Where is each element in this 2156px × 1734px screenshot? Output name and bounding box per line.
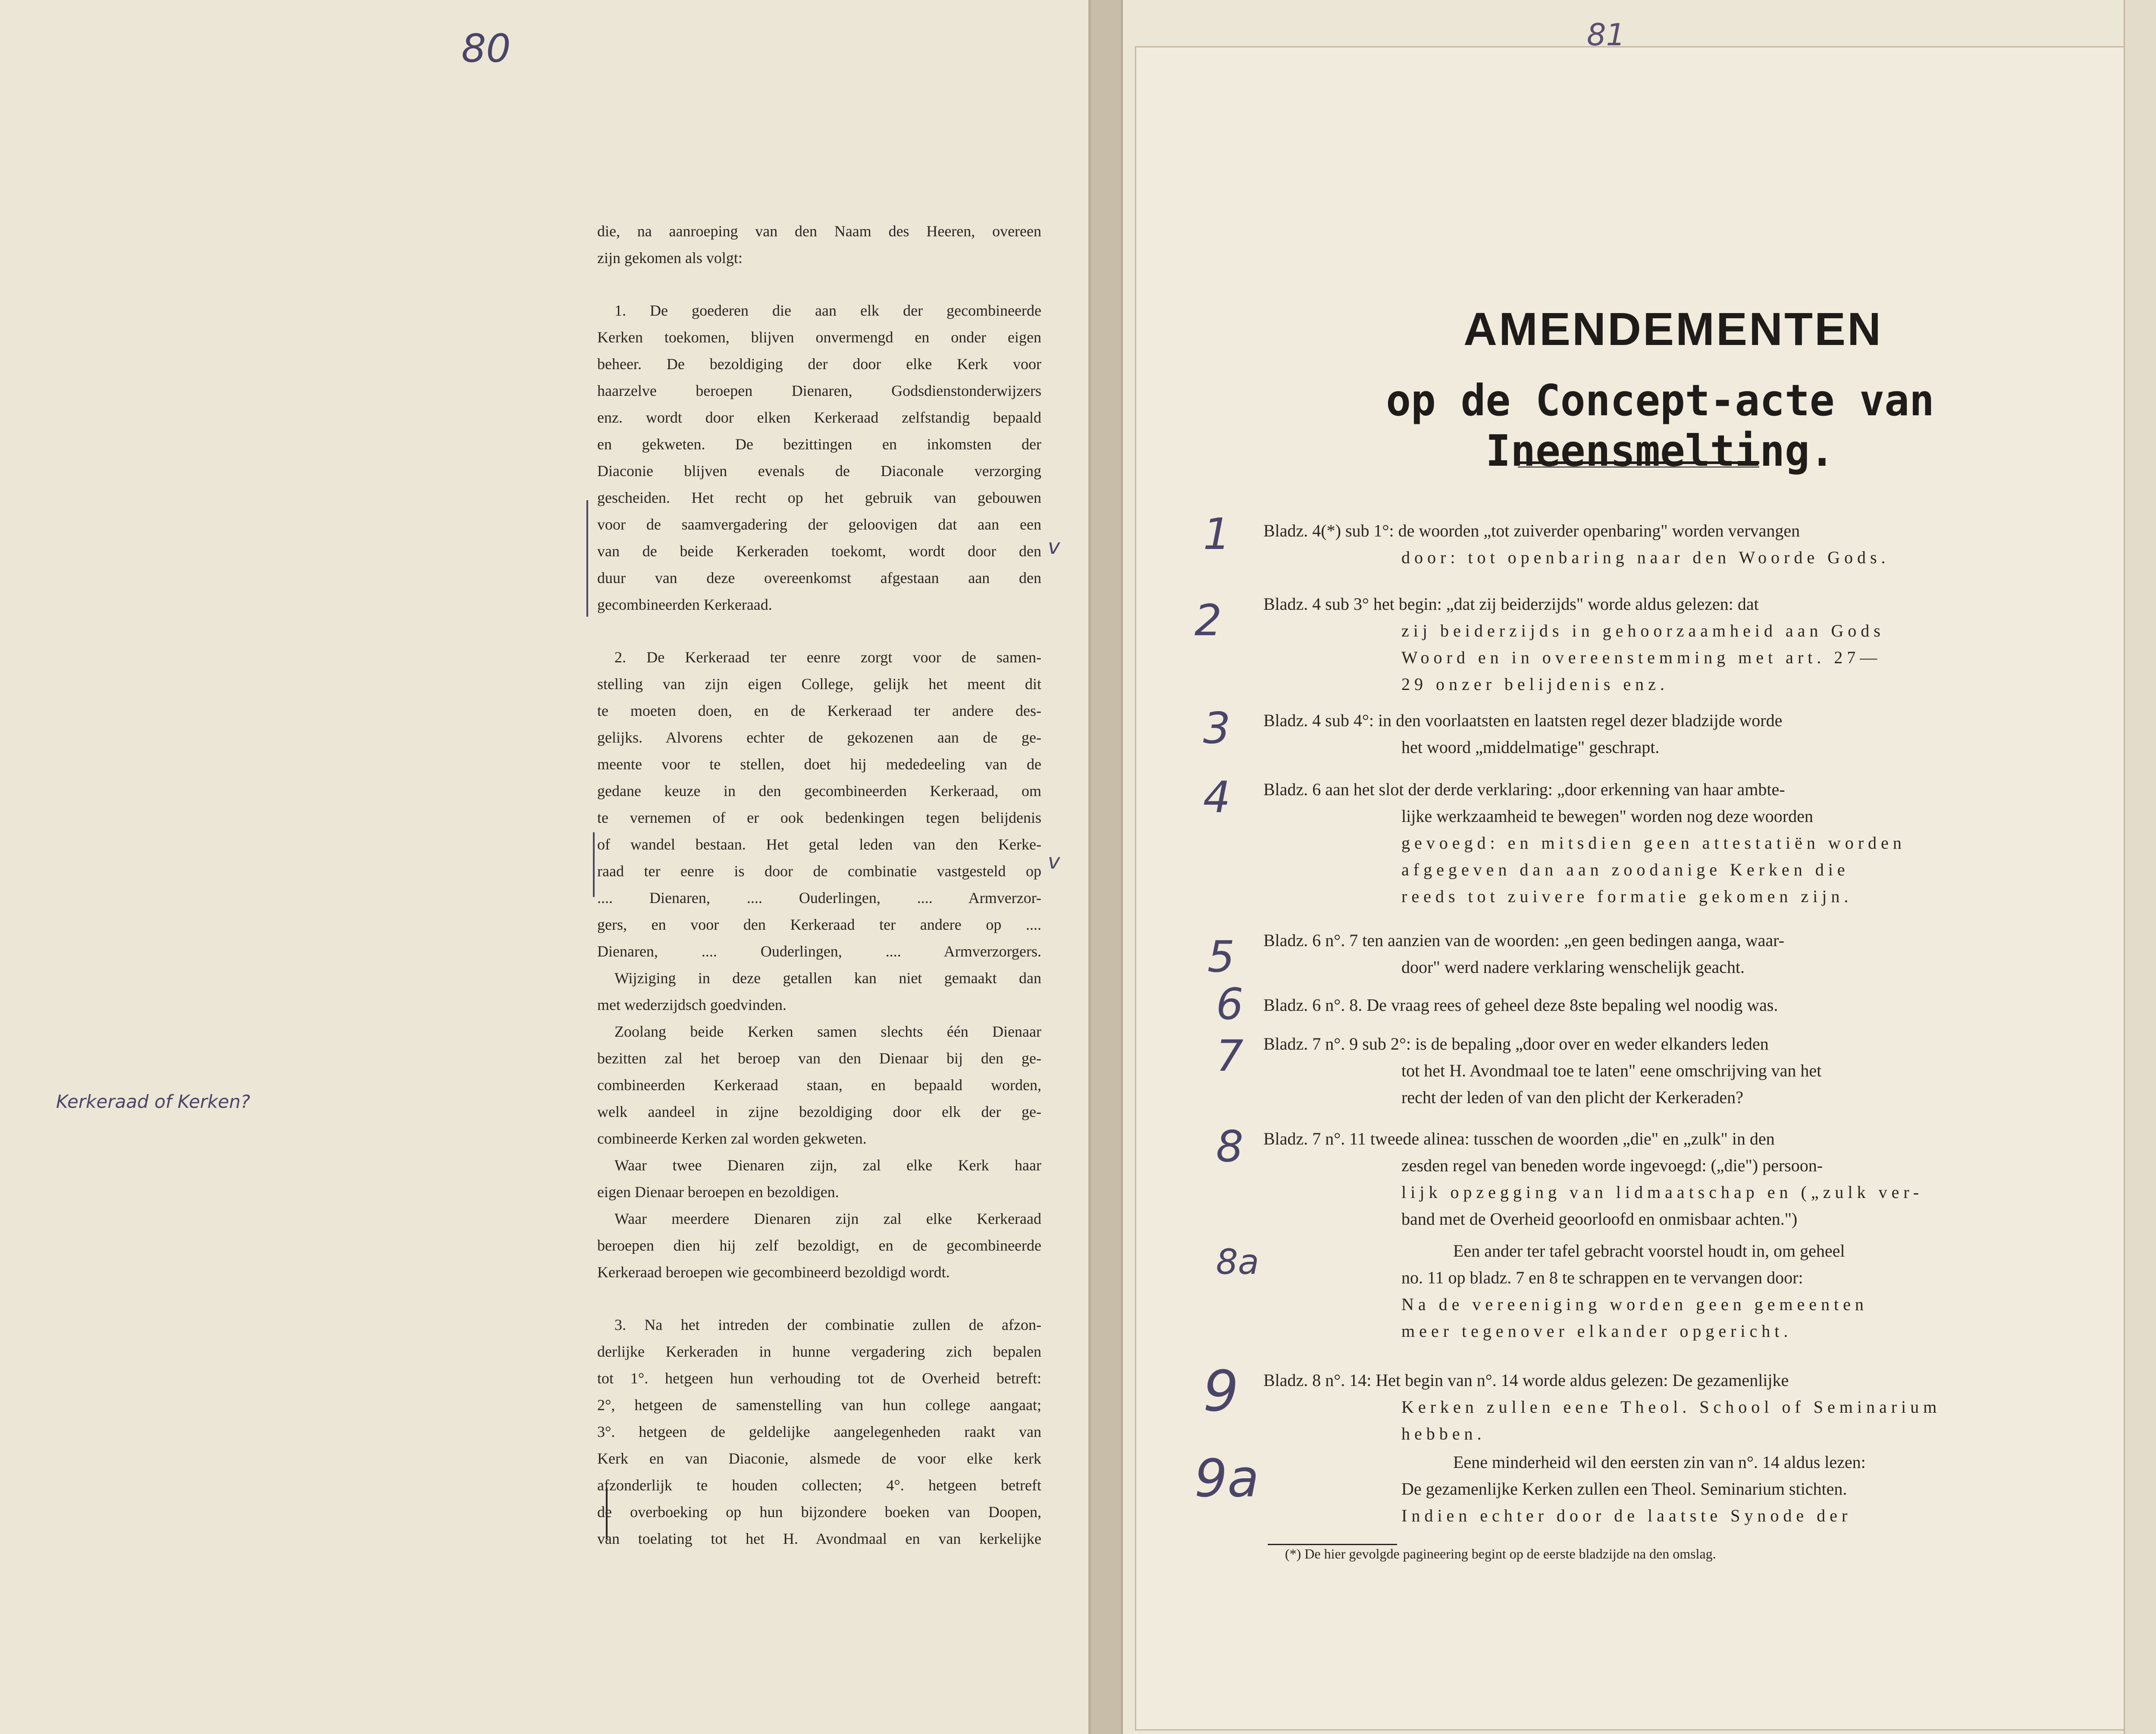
amendment-line: afgegeven dan aan zoodanige Kerken die — [1401, 860, 1849, 879]
handwritten-number: 1 — [1203, 509, 1231, 559]
amendment-line: Na de vereeniging worden geen gemeenten — [1401, 1295, 1868, 1314]
text-line: Zoolang beide Kerken samen slechts één Dienaar — [614, 1023, 1041, 1040]
amendment-line: band met de Overheid geoorloofd en onmisbaar achten.") — [1401, 1209, 1798, 1229]
left-body-text — [597, 218, 1041, 1578]
article-1 — [597, 297, 1041, 618]
text-line: gedane keuze in den gecombineerden Kerkeraad, om — [597, 782, 1041, 800]
text-line: beroepen dien hij zelf bezoldigt, en de gecombineerde — [597, 1237, 1041, 1254]
text-line: van de beide Kerkeraden toekomt, wordt door den — [597, 542, 1041, 560]
text-line: eigen Dienaar beroepen en bezoldigen. — [597, 1183, 839, 1201]
text-line: Kerken toekomen, blijven onvermengd en onder eigen — [597, 329, 1041, 346]
amendment-line: 29 onzer belijdenis enz. — [1401, 674, 1669, 694]
book-gutter — [1091, 0, 1121, 1734]
text-line: voor de saamvergadering der geloovigen dat aan een — [597, 516, 1041, 533]
page-number-right: 81 — [1587, 17, 1626, 53]
text-line: Kerkeraad beroepen wie gecombineerd bezoldigd wordt. — [597, 1264, 950, 1281]
amendment-line: hebben. — [1401, 1424, 1486, 1443]
amendment-line: De gezamenlijke Kerken zullen een Theol. Seminarium stichten. — [1401, 1479, 1847, 1499]
amendment-line: door: tot openbaring naar den Woorde Gods. — [1401, 548, 1890, 567]
amendment-9a — [1263, 1449, 2022, 1529]
text-line: Wijziging in deze getallen kan niet gemaakt dan — [614, 969, 1041, 987]
amendment-line: Bladz. 6 n°. 7 ten aanzien van de woorden: „en geen bedingen aanga, waar- — [1263, 931, 1785, 950]
text-line: duur van deze overeenkomst afgestaan aan den — [597, 569, 1041, 586]
amendment-6 — [1263, 992, 2022, 1019]
amendment-line: Bladz. 6 aan het slot der derde verklaring: „door erkenning van haar ambte- — [1263, 780, 1785, 799]
text-line: derlijke Kerkeraden in hunne vergadering zich bepalen — [597, 1343, 1041, 1360]
amendment-line: Bladz. 6 n°. 8. De vraag rees of geheel deze 8ste bepaling wel noodig was. — [1263, 995, 1778, 1015]
amendment-line: Bladz. 4 sub 3° het begin: „dat zij beiderzijds" worde aldus gelezen: dat — [1263, 594, 1759, 614]
text-line: meente voor te stellen, doet hij mededeeling van de — [597, 756, 1041, 773]
text-line: haarzelve beroepen Dienaren, Godsdienstonderwijzers — [597, 382, 1041, 399]
amendment-5 — [1263, 927, 2022, 981]
text-line: 3°. hetgeen de geldelijke aangelegenheden raakt van — [597, 1423, 1041, 1440]
text-line: Diaconie blijven evenals de Diaconale verzorging — [597, 462, 1041, 480]
text-line: Dienaren, .... Ouderlingen, .... Armverzorgers. — [597, 943, 1041, 960]
text-line: gers, en voor den Kerkeraad ter andere op .... — [597, 916, 1041, 933]
handwritten-number: 9a — [1194, 1449, 1259, 1509]
amendment-8a — [1263, 1238, 2022, 1345]
amendment-line: no. 11 op bladz. 7 en 8 te schrappen en te vervangen door: — [1401, 1268, 1803, 1287]
amendment-line: lijke werkzaamheid te bewegen" worden nog deze woorden — [1401, 806, 1813, 826]
amendment-line: Bladz. 4(*) sub 1°: de woorden „tot zuiverder openbaring" worden vervangen — [1263, 521, 1800, 540]
handwritten-number: 7 — [1216, 1031, 1244, 1081]
text-line: afzonderlijk te houden collecten; 4°. hetgeen betreft — [597, 1477, 1041, 1494]
check-mark: v — [1048, 535, 1060, 559]
handwritten-number: 8 — [1216, 1121, 1244, 1172]
amendment-line: Bladz. 8 n°. 14: Het begin van n°. 14 worde aldus gelezen: De gezamenlijke — [1263, 1370, 1789, 1390]
amendment-line: door" werd nadere verklaring wenschelijk geacht. — [1401, 957, 1745, 977]
title-divider — [1518, 461, 1759, 467]
amendment-line: reeds tot zuivere formatie gekomen zijn. — [1401, 887, 1853, 906]
amendment-4 — [1263, 776, 2022, 910]
text-line: beheer. De bezoldiging der door elke Kerk voor — [597, 355, 1041, 373]
amendment-line: recht der leden of van den plicht der Kerkeraden? — [1401, 1088, 1743, 1107]
amendment-line: Eene minderheid wil den eersten zin van n°. 14 aldus lezen: — [1453, 1452, 1866, 1472]
amendment-line: Bladz. 7 n°. 9 sub 2°: is de bepaling „door over en weder elkanders leden — [1263, 1034, 1769, 1054]
margin-bracket — [586, 500, 588, 617]
handwritten-number: 3 — [1203, 703, 1231, 753]
handwritten-number: 4 — [1203, 772, 1231, 822]
margin-bracket — [593, 832, 595, 897]
amendment-2 — [1263, 591, 2022, 698]
text-line: Waar twee Dienaren zijn, zal elke Kerk haar — [614, 1157, 1041, 1174]
text-line: gecombineerden Kerkeraad. — [597, 596, 772, 613]
text-line: gelijks. Alvorens echter de gekozenen aan de ge- — [597, 729, 1041, 746]
text-line: gescheiden. Het recht op het gebruik van gebouwen — [597, 489, 1041, 506]
check-mark: v — [1048, 850, 1060, 874]
article-2 — [597, 644, 1041, 1286]
text-line: en gekweten. De bezittingen en inkomsten der — [597, 436, 1041, 453]
text-line: Waar meerdere Dienaren zijn zal elke Kerkeraad — [614, 1210, 1041, 1227]
text-line: 2°, hetgeen de samenstelling van hun college aangaat; — [597, 1396, 1041, 1414]
text-line: raad ter eenre is door de combinatie vastgesteld op — [597, 862, 1041, 880]
footnote: (*) De hier gevolgde pagineering begint op de eerste bladzijde na den omslag. — [1285, 1546, 1716, 1562]
text-line: 2. De Kerkeraad ter eenre zorgt voor de samen- — [614, 649, 1041, 666]
text-line: Kerk en van Diaconie, alsmede de voor elke kerk — [597, 1450, 1041, 1467]
margin-bracket — [606, 1488, 608, 1540]
amendment-8 — [1263, 1126, 2022, 1232]
text-line: combineerde Kerken zal worden gekweten. — [597, 1130, 867, 1147]
amendment-line: Bladz. 4 sub 4°: in den voorlaatsten en laatsten regel dezer bladzijde worde — [1263, 711, 1783, 730]
text-line: zijn gekomen als volgt: — [597, 249, 743, 267]
text-line: van toelating tot het H. Avondmaal en van kerkelijke — [597, 1530, 1041, 1547]
text-line: die, na aanroeping van den Naam des Heeren, overeen — [597, 223, 1041, 240]
amendment-1 — [1263, 517, 2022, 571]
footnote-divider — [1268, 1544, 1397, 1545]
text-line: .... Dienaren, .... Ouderlingen, .... Armverzor- — [597, 889, 1041, 906]
amendment-line: zij beiderzijds in gehoorzaamheid aan Gods — [1401, 621, 1885, 640]
handwritten-number: 5 — [1207, 931, 1235, 982]
amendment-3 — [1263, 707, 2022, 761]
handwritten-number: 6 — [1216, 979, 1244, 1029]
article-3 — [597, 1311, 1041, 1552]
amendment-line: Een ander ter tafel gebracht voorstel houdt in, om geheel — [1453, 1241, 1845, 1261]
text-line: 1. De goederen die aan elk der gecombineerde — [614, 302, 1041, 319]
text-line: of wandel bestaan. Het getal leden van den Kerke- — [597, 836, 1041, 853]
page-number-left: 80 — [461, 26, 511, 71]
amendment-line: meer tegenover elkander opgericht. — [1401, 1321, 1792, 1341]
amendment-line: gevoegd: en mitsdien geen attestatiën worden — [1401, 833, 1906, 853]
text-line: te moeten doen, en de Kerkeraad ter andere des- — [597, 702, 1041, 719]
text-line: tot 1°. hetgeen hun verhouding tot de Overheid betreft: — [597, 1370, 1041, 1387]
text-line: de overboeking op hun bijzondere boeken van Doopen, — [597, 1503, 1041, 1521]
text-line: met wederzijdsch goedvinden. — [597, 996, 787, 1013]
document-title: AMENDEMENTEN — [1463, 303, 1883, 355]
right-page-edge — [2124, 0, 2156, 1734]
amendment-line: lijk opzegging van lidmaatschap en („zulk ver- — [1401, 1182, 1924, 1202]
text-line: combineerden Kerkeraad staan, en bepaald worden, — [597, 1076, 1041, 1094]
handwritten-number: 2 — [1194, 595, 1222, 646]
amendment-line: het woord „middelmatige" geschrapt. — [1401, 737, 1660, 757]
amendment-line: Bladz. 7 n°. 11 tweede alinea: tusschen de woorden „die" en „zulk" in den — [1263, 1129, 1775, 1148]
handwritten-number: 9 — [1203, 1358, 1239, 1424]
text-line: bezitten zal het beroep van den Dienaar bij den ge- — [597, 1050, 1041, 1067]
text-line: welk aandeel in zijne bezoldiging door elk der ge- — [597, 1103, 1041, 1120]
amendment-line: zesden regel van beneden worde ingevoegd: („die") persoon- — [1401, 1156, 1823, 1175]
amendment-line: tot het H. Avondmaal toe te laten" eene omschrijving van het — [1401, 1061, 1822, 1080]
text-line: enz. wordt door elken Kerkeraad zelfstandig bepaald — [597, 409, 1041, 426]
handwritten-number: 8a — [1216, 1242, 1259, 1282]
amendment-line: Indien echter door de laatste Synode der — [1401, 1506, 1852, 1525]
text-line: te vernemen of er ook bedenkingen tegen belijdenis — [597, 809, 1041, 826]
document-subtitle: op de Concept-acte van Ineensmelting. — [1386, 375, 1934, 476]
intro-paragraph — [597, 218, 1041, 271]
text-line: 3. Na het intreden der combinatie zullen de afzon- — [614, 1316, 1041, 1333]
amendment-line: Kerken zullen eene Theol. School of Seminarium — [1401, 1397, 1941, 1417]
amendment-line: Woord en in overeenstemming met art. 27— — [1401, 648, 1882, 667]
amendment-9 — [1263, 1367, 2022, 1447]
handwritten-margin-note: Kerkeraad of Kerken? — [56, 1091, 251, 1112]
amendment-7 — [1263, 1031, 2022, 1111]
text-line: stelling van zijn eigen College, gelijk het meent dit — [597, 675, 1041, 693]
